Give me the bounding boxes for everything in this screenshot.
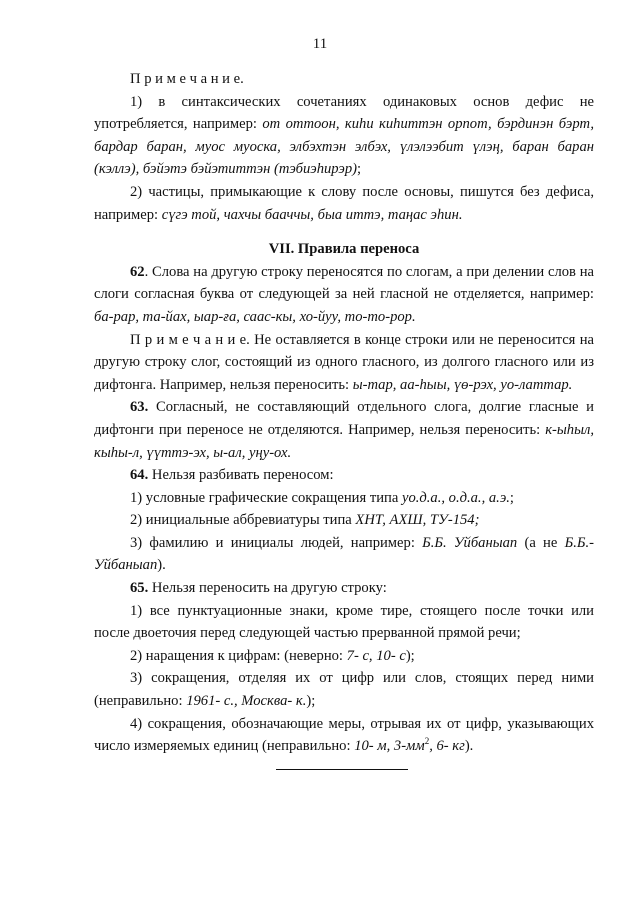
rule-65-item-3-end: );: [306, 693, 316, 710]
note-1-item-1-examples: от оттоон, киhи киhиттэн орпот, бэрдинэн бэрт, бардар баран, муос муоска, элбэхтэн элбэх, үлэлээбит үлэң, баран баран (кэллэ), бэйэтэ бэйэтиттэн (тэбиэhирэр): [94, 116, 594, 178]
rule-64-text: Нельзя разбивать переносом:: [148, 467, 334, 484]
rule-65-item-4-example-2: , 6- кг: [429, 738, 465, 755]
rule-65-item-1: [94, 600, 594, 645]
note-2-title: П р и м е ч а н и е: [130, 331, 247, 348]
note-1-item-2-text: 2) частицы, примыкающие к слову после основы, пишутся без дефиса, например:: [94, 183, 594, 223]
rule-65-item-2-text: 2) наращения к цифрам: (неверно:: [130, 647, 347, 664]
rule-65-item-4-end: ).: [464, 738, 474, 755]
rule-65-item-2-end: );: [405, 647, 415, 664]
note-1-item-1: [94, 91, 594, 181]
rule-63-examples: к-ыhыл, кыhы-л, үүттэ-эх, ы-ал, уңу-ох.: [94, 421, 594, 461]
rule-64-item-3-text: 3) фамилию и инициалы людей, например:: [130, 534, 423, 551]
rule-65-item-2-examples: 7- с, 10- с: [346, 647, 406, 664]
note-2-examples: ы-тар, аа-hыы, үө-рэх, уо-латтар.: [352, 376, 573, 393]
rule-62: [94, 261, 594, 329]
rule-62-number: 62: [130, 263, 145, 280]
rule-64-item-1-text: 1) условные графические сокращения типа: [130, 489, 402, 506]
note-1-item-2: [94, 181, 594, 226]
note-2: [94, 329, 594, 397]
rule-64-item-3-end: ).: [157, 557, 166, 574]
rule-64-item-3-example-2: Б.Б.-Уйбаныап: [94, 534, 594, 574]
rule-65-item-3: [94, 667, 594, 712]
page-number: 11: [312, 36, 328, 52]
rule-65-item-4-text: 4) сокращения, обозначающие меры, отрывая их от цифр, указывающих число измеряемых единиц (неправильно:: [94, 715, 594, 755]
rule-65-item-2: [94, 645, 594, 668]
rule-63-number: 63.: [130, 399, 149, 416]
section-heading: VII. Правила переноса: [268, 241, 420, 258]
rule-65-item-4-superscript: 2: [424, 736, 430, 747]
rule-64-item-2: [94, 509, 594, 532]
note-1-title: [94, 68, 594, 91]
rule-64-item-3-mid: (а не: [517, 534, 565, 551]
note-1-item-1-text: 1) в синтаксических сочетаниях одинаковых основ дефис не употребляется, например:: [94, 93, 594, 133]
rule-65-item-4-example-1: 10- м, 3-мм: [354, 738, 425, 755]
rule-65-item-1-text: 1) все пунктуационные знаки, кроме тире, стоящего после точки или после двоеточия перед следующей частью прерванной прямой речи;: [94, 602, 594, 642]
rule-63-text: Согласный, не составляющий отдельного слога, долгие гласные и дифтонги при переносе не отделяются. Например, нельзя переносить:: [94, 399, 594, 438]
rule-64-item-1-end: ;: [509, 489, 514, 506]
rule-65-item-3-examples: 1961- с., Москва- к.: [186, 693, 307, 710]
rule-64-number: 64.: [130, 467, 149, 484]
footer-divider: [276, 769, 408, 770]
rule-64-item-1-examples: уо.д.а., о.д.а., а.э.: [401, 489, 510, 506]
rule-65-number: 65.: [130, 580, 149, 597]
rule-64-item-3: [94, 532, 594, 577]
rule-64-item-2-text: 2) инициальные аббревиатуры типа: [130, 512, 356, 529]
rule-64: [94, 464, 594, 487]
rule-64-item-1: [94, 487, 594, 510]
rule-65-item-3-text: 3) сокращения, отделяя их от цифр или слов, стоящих перед ними (неправильно:: [94, 670, 594, 710]
rule-62-text: . Слова на другую строку переносятся по слогам, а при делении слов на слоги согласная буква от следующей за ней гласной не отделяется, например:: [94, 263, 594, 303]
note-1-title-text: П р и м е ч а н и е.: [130, 71, 244, 87]
rule-65-text: Нельзя переносить на другую строку:: [148, 580, 387, 597]
rule-62-examples: ба-рар, та-йах, ыар-ға, саас-кы, хо-йуу, то-то-рор.: [94, 308, 416, 325]
rule-64-item-2-examples: ХНТ, АХШ, ТУ-154;: [355, 512, 480, 529]
page-content: [94, 68, 594, 758]
note-2-text: . Не оставляется в конце строки или не переносится на другую строку слог, состоящий из одного гласного, из долгого гласного или из дифтонга. Например, нельзя переносить:: [94, 331, 594, 393]
rule-64-item-3-example-1: Б.Б. Уйбаныап: [422, 534, 518, 551]
note-1-item-1-end: ;: [357, 161, 362, 178]
rule-63: [94, 396, 594, 464]
rule-65: [94, 577, 594, 600]
rule-65-item-4: [94, 713, 594, 758]
note-1-item-2-examples: сүгэ той, чахчы бааччы, быа иттэ, таңас эһин.: [161, 206, 463, 223]
